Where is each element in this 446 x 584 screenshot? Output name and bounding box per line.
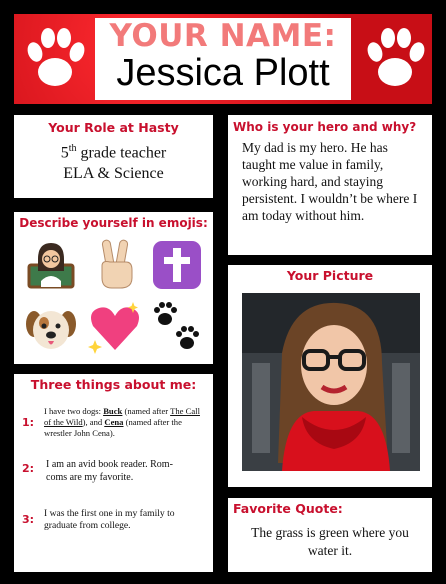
three-things-heading: Three things about me: <box>30 377 197 392</box>
quote-heading: Favorite Quote: <box>233 501 343 516</box>
paw-prints-emoji-icon <box>148 298 206 356</box>
hero-text: My dad is my hero. He has taught me value in family, working hard, and staying persistent. I wouldn’t be where I am today without him. <box>242 140 418 223</box>
item-text: I was the first one in my family to graduate from college. <box>44 508 175 531</box>
picture-panel <box>228 265 432 487</box>
role-line-1: 5th grade teacher <box>60 143 167 162</box>
quote-panel <box>228 498 432 572</box>
role-heading: Your Role at Hasty <box>48 120 179 135</box>
profile-photo <box>242 293 420 471</box>
dog-face-emoji-icon <box>22 300 80 358</box>
victory-hand-emoji-icon <box>88 234 146 292</box>
quote-text: The grass is green where you water it. <box>251 525 409 558</box>
item-text: I am an avid book reader. Rom-coms are my favorite. <box>46 459 173 483</box>
item-number: 2: <box>22 462 35 475</box>
three-things-panel <box>14 374 213 572</box>
item-text: I have two dogs: Buck (named after The Call of the Wild), and Cena (named after the wrestler John Cena). <box>44 406 200 438</box>
list-item <box>22 458 208 484</box>
role-panel <box>14 115 213 198</box>
emoji-heading: Describe yourself in emojis: <box>19 216 208 230</box>
role-line-2: ELA & Science <box>63 165 164 183</box>
item-number: 1: <box>22 416 35 429</box>
list-item <box>22 508 208 532</box>
sparkling-heart-emoji-icon <box>86 298 144 356</box>
paw-icon-right <box>362 22 428 96</box>
item-number: 3: <box>22 513 35 526</box>
person-name: Jessica Plott <box>116 52 330 94</box>
hero-panel <box>228 115 432 255</box>
your-name-label: YOUR NAME: <box>109 18 337 54</box>
emoji-panel <box>14 212 213 364</box>
latin-cross-emoji-icon <box>148 236 206 294</box>
paw-icon-left <box>22 22 88 96</box>
teacher-emoji-icon <box>22 234 80 292</box>
picture-heading: Your Picture <box>286 268 374 283</box>
hero-heading: Who is your hero and why? <box>233 120 417 134</box>
list-item <box>22 406 208 439</box>
